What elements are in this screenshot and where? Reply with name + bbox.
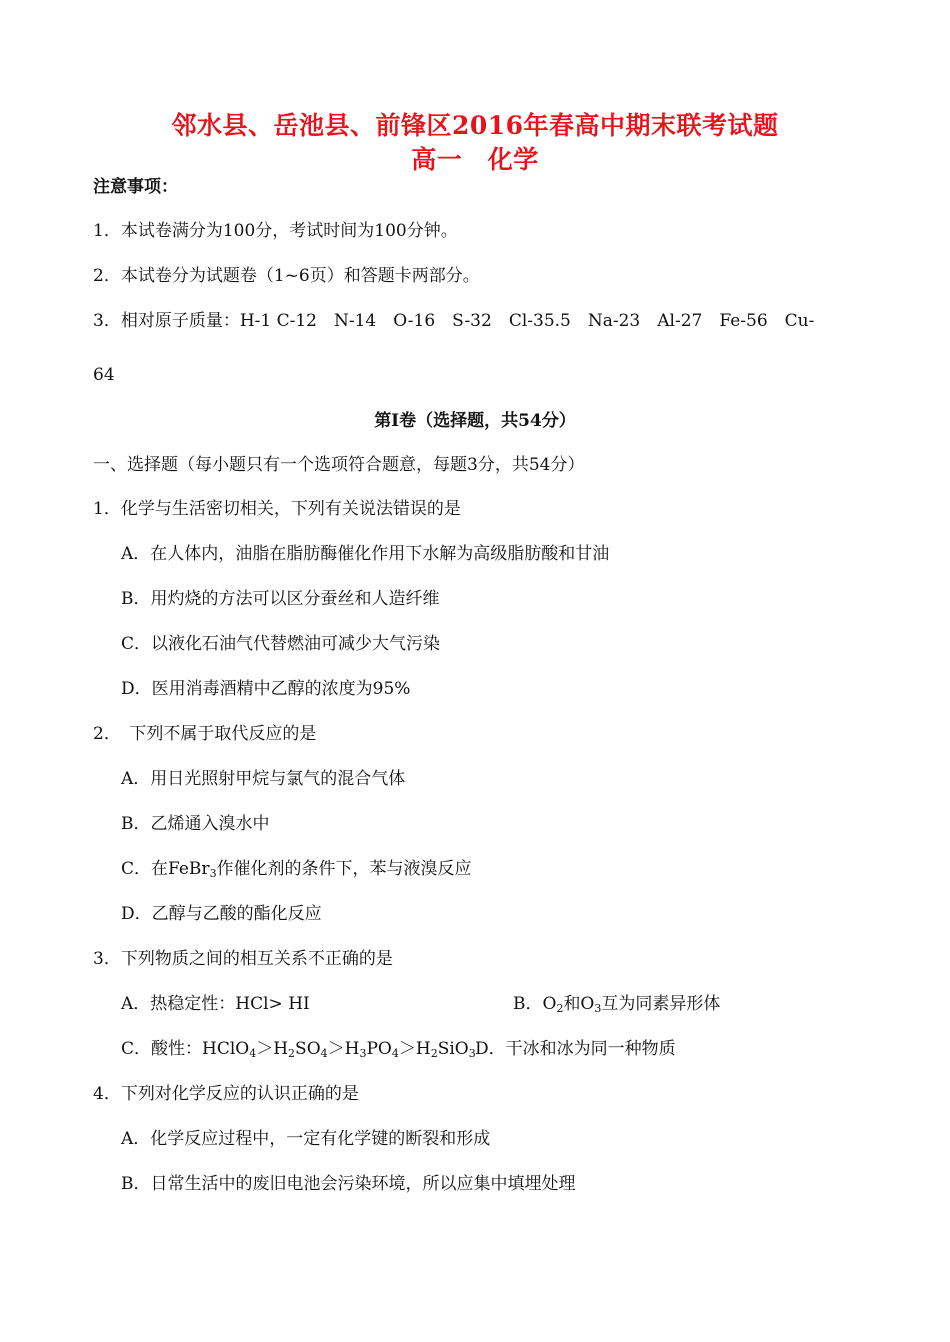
section-title: 第Ⅰ卷（选择题，共54分） (374, 411, 576, 431)
question-option: D．干冰和冰为同一种物质 (475, 1039, 676, 1059)
part-title: 一、选择题（每小题只有一个选项符合题意，每题3分，共54分） (93, 455, 585, 475)
exam-subtitle: 高一 化学 (411, 145, 539, 174)
question-option: C．以液化石油气代替燃油可减少大气污染 (121, 634, 441, 654)
question-option: A．用日光照射甲烷与氯气的混合气体 (121, 769, 406, 789)
exam-title: 邻水县、岳池县、前锋区2016年春高中期末联考试题 (171, 111, 779, 140)
notice-item: 2．本试卷分为试题卷（1~6页）和答题卡两部分。 (93, 266, 480, 286)
question-stem: 3．下列物质之间的相互关系不正确的是 (93, 949, 393, 969)
question-option: B．乙烯通入溴水中 (121, 814, 270, 834)
question-option: A．热稳定性：HCl> HI (121, 994, 310, 1014)
question-option: D．乙醇与乙酸的酯化反应 (121, 904, 322, 924)
question-stem: 1．化学与生活密切相关，下列有关说法错误的是 (93, 499, 461, 519)
notice-item: 3．相对原子质量：H-1 C-12 N-14 O-16 S-32 Cl-35.5 Na-23 Al-27 Fe-56 Cu- (93, 311, 815, 331)
question-option: B．用灼烧的方法可以区分蚕丝和人造纤维 (121, 589, 440, 609)
question-option: A．在人体内，油脂在脂肪酶催化作用下水解为高级脂肪酸和甘油 (121, 544, 610, 564)
question-option: C．酸性：$HClO_4>H_2SO_4>H_3PO_4>H_2SiO_3$ (121, 1039, 476, 1060)
question-option: B．$O_2$和$O_3$互为同素异形体 (513, 994, 721, 1015)
question-option: A．化学反应过程中，一定有化学键的断裂和形成 (121, 1129, 491, 1149)
question-option: C．在FeBr$_3$作催化剂的条件下，苯与液溴反应 (121, 859, 472, 880)
notice-item: 64 (93, 365, 115, 385)
notice-item: 1．本试卷满分为100分，考试时间为100分钟。 (93, 221, 458, 241)
question-option: D．医用消毒酒精中乙醇的浓度为95% (121, 679, 411, 699)
question-stem: 4．下列对化学反应的认识正确的是 (93, 1084, 359, 1104)
notice-heading: 注意事项： (93, 177, 178, 197)
question-option: B．日常生活中的废旧电池会污染环境，所以应集中填埋处理 (121, 1174, 576, 1194)
question-stem: 2． 下列不属于取代反应的是 (93, 724, 317, 744)
